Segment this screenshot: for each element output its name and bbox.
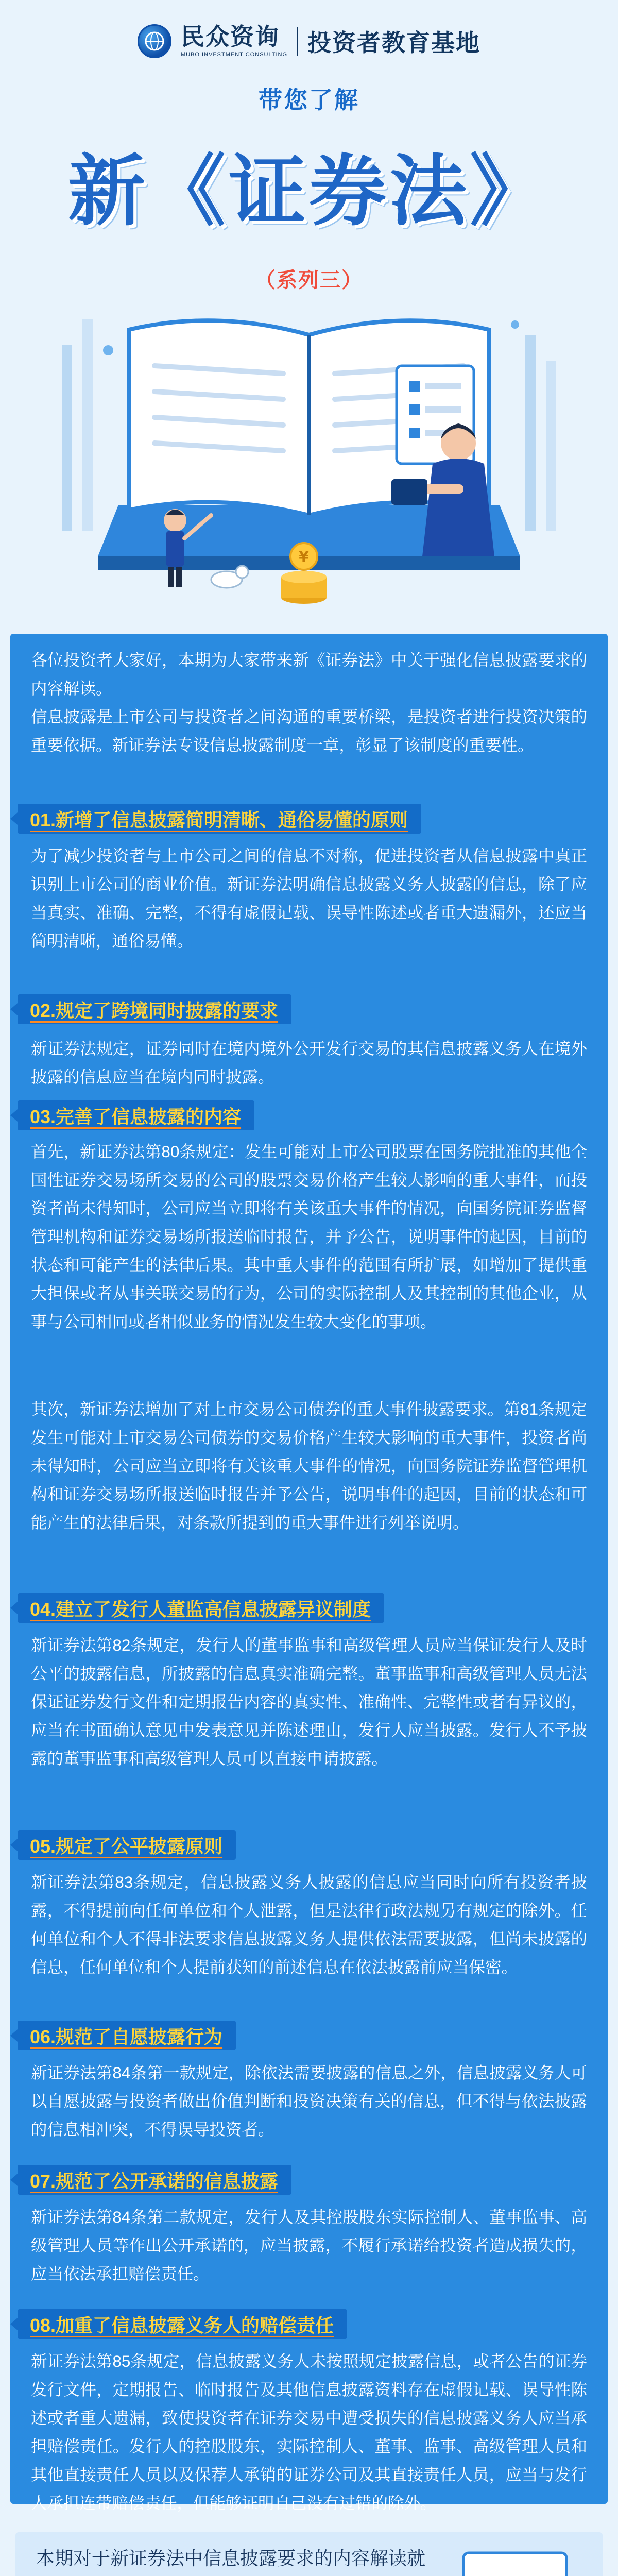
article-panel xyxy=(10,634,608,2512)
section-body-08: 新证券法第85条规定，信息披露义务人未按照规定披露信息，或者公告的证券发行文件，定期报告、临时报告及其他信息披露资料存在虚假记载、误导性陈述或者重大遗漏，致使投资者在证券交易中遭受损失的信息披露义务人应当承担赔偿责任。发行人的控股股东，实际控制人、董事、监事、高级管理人员和其他直接责任人员以及保荐人承销的证券公司及其直接责任人员，应当与发行人承担连带赔偿责任，但能够证明自己没有过错的除外。 xyxy=(31,2352,587,2512)
brand-logo xyxy=(138,24,171,58)
section-heading-01 xyxy=(18,804,421,834)
section-heading-05 xyxy=(18,1830,236,1860)
brand-sub: MUBO INVESTMENT CONSULTING xyxy=(180,52,288,58)
section-heading-07 xyxy=(18,2165,291,2195)
intro-paragraph: 信息披露是上市公司与投资者之间沟通的重要桥梁，是投资者进行投资决策的重要依据。新证券法专设信息披露制度一章，彰显了该制度的重要性。 xyxy=(31,707,587,754)
section-body-03-continued: 其次，新证券法增加了对上市交易公司债券的重大事件披露要求。第81条规定发生可能对上市交易公司债券的交易价格产生较大影响的重大事件，投资者尚未得知时，公司应当立即将有关该重大事件的情况，向国务院证券监督管理机构和证券交易场所报送临时报告并予公告，说明事件的起因，目前的状态和可能产生的法律后果，对条款所提到的重大事件进行列举说明。 xyxy=(31,1400,587,1532)
reader-illustration xyxy=(443,2537,597,2576)
section-body-04: 新证券法第82条规定，发行人的董事监事和高级管理人员应当保证发行人及时公平的披露信息，所披露的信息真实准确完整。董事监事和高级管理人员无法保证证券发行文件和定期报告内容的真实性、准确性、完整性或者有异议的，应当在书面确认意见中发表意见并陈述理由，发行人应当披露。发行人不予披露的董事监事和高级管理人员可以直接申请披露。 xyxy=(31,1636,587,1768)
section-body-02: 新证券法规定，证券同时在境内境外公开发行交易的其信息披露义务人在境外披露的信息应当在境内同时披露。 xyxy=(31,1039,587,1086)
brand-name-block xyxy=(181,25,287,58)
section-body-05: 新证券法第83条规定，信息披露义务人披露的信息应当同时向所有投资者披露，不得提前向任何单位和个人泄露，但是法律行政法规另有规定的除外。任何单位和个人不得非法要求信息披露义务人提供依法需要披露，但尚未披露的信息，任何单位和个人提前获知的前述信息在依法披露前应当保密。 xyxy=(31,1873,587,1976)
section-heading-text: 04.建立了发行人董监高信息披露异议制度 xyxy=(30,1598,371,1620)
intro-paragraph: 各位投资者大家好，本期为大家带来新《证券法》中关于强化信息披露要求的内容解读。 xyxy=(31,651,587,698)
brand-name: 民众资询 xyxy=(180,23,280,50)
section-body-03: 首先，新证券法第80条规定：发生可能对上市公司股票在国务院批准的其他全国性证券交易场所交易的公司的股票交易价格产生较大影响的重大事件，而投资者尚未得知时，公司应当立即将有关该重大事件的情况，向国务院证券监督管理机构和证券交易场所报送临时报告，并予公告，说明事件的起因，目前的状态和可能产生的法律后果。其中重大事件的范围有所扩展，如增加了提供重大担保或者从事关联交易的行为，公司的实际控制人及其控制的其他企业，从事与公司相同或者相似业务的情况发生较大变化的事项。 xyxy=(31,1142,587,1331)
outro-panel xyxy=(15,2532,603,2576)
series-label: （系列三） xyxy=(255,269,363,292)
section-heading-02 xyxy=(18,994,291,1024)
brand-tagline: 投资者教育基地 xyxy=(307,29,481,56)
hero-illustration xyxy=(0,289,618,618)
section-heading-text: 03.完善了信息披露的内容 xyxy=(30,1106,242,1127)
globe-icon xyxy=(144,31,165,52)
section-body-07: 新证券法第84条第二款规定，发行人及其控股股东实际控制人、董事监事、高级管理人员等作出公开承诺的，应当披露，不履行承诺给投资者造成损失的，应当依法承担赔偿责任。 xyxy=(31,2208,587,2283)
section-body-01: 为了减少投资者与上市公司之间的信息不对称，促进投资者从信息披露中真正识别上市公司的商业价值。新证券法明确信息披露义务人披露的信息，除了应当真实、准确、完整，不得有虚假记载、误导性陈述或者重大遗漏外，还应当简明清晰，通俗易懂。 xyxy=(31,846,587,950)
section-body-06: 新证券法第84条第一款规定，除依法需要披露的信息之外，信息披露义务人可以自愿披露与投资者做出价值判断和投资决策有关的信息，但不得与依法披露的信息相冲突，不得误导投资者。 xyxy=(31,2063,587,2139)
section-heading-08 xyxy=(18,2309,347,2339)
page-title: 新《证券法》 xyxy=(67,148,550,234)
section-heading-text: 07.规范了公开承诺的信息披露 xyxy=(30,2170,279,2192)
brand-divider xyxy=(297,27,298,56)
section-heading-03 xyxy=(18,1100,254,1130)
section-heading-text: 01.新增了信息披露简明清晰、通俗易懂的原则 xyxy=(30,809,408,831)
section-heading-text: 02.规定了跨境同时披露的要求 xyxy=(30,999,279,1021)
section-heading-text: 06.规范了自愿披露行为 xyxy=(30,2026,223,2047)
intro-label: 带您了解 xyxy=(259,87,359,113)
section-heading-06 xyxy=(18,2021,236,2050)
svg-text:¥: ¥ xyxy=(299,548,309,565)
outro-text: 本期对于新证券法中信息披露要求的内容解读就 xyxy=(36,2548,426,2569)
document-icon xyxy=(464,2553,566,2576)
section-heading-04 xyxy=(18,1593,384,1623)
section-heading-text: 08.加重了信息披露义务人的赔偿责任 xyxy=(30,2314,334,2336)
brand-header xyxy=(0,21,618,62)
section-heading-text: 05.规定了公平披露原则 xyxy=(30,1835,223,1857)
